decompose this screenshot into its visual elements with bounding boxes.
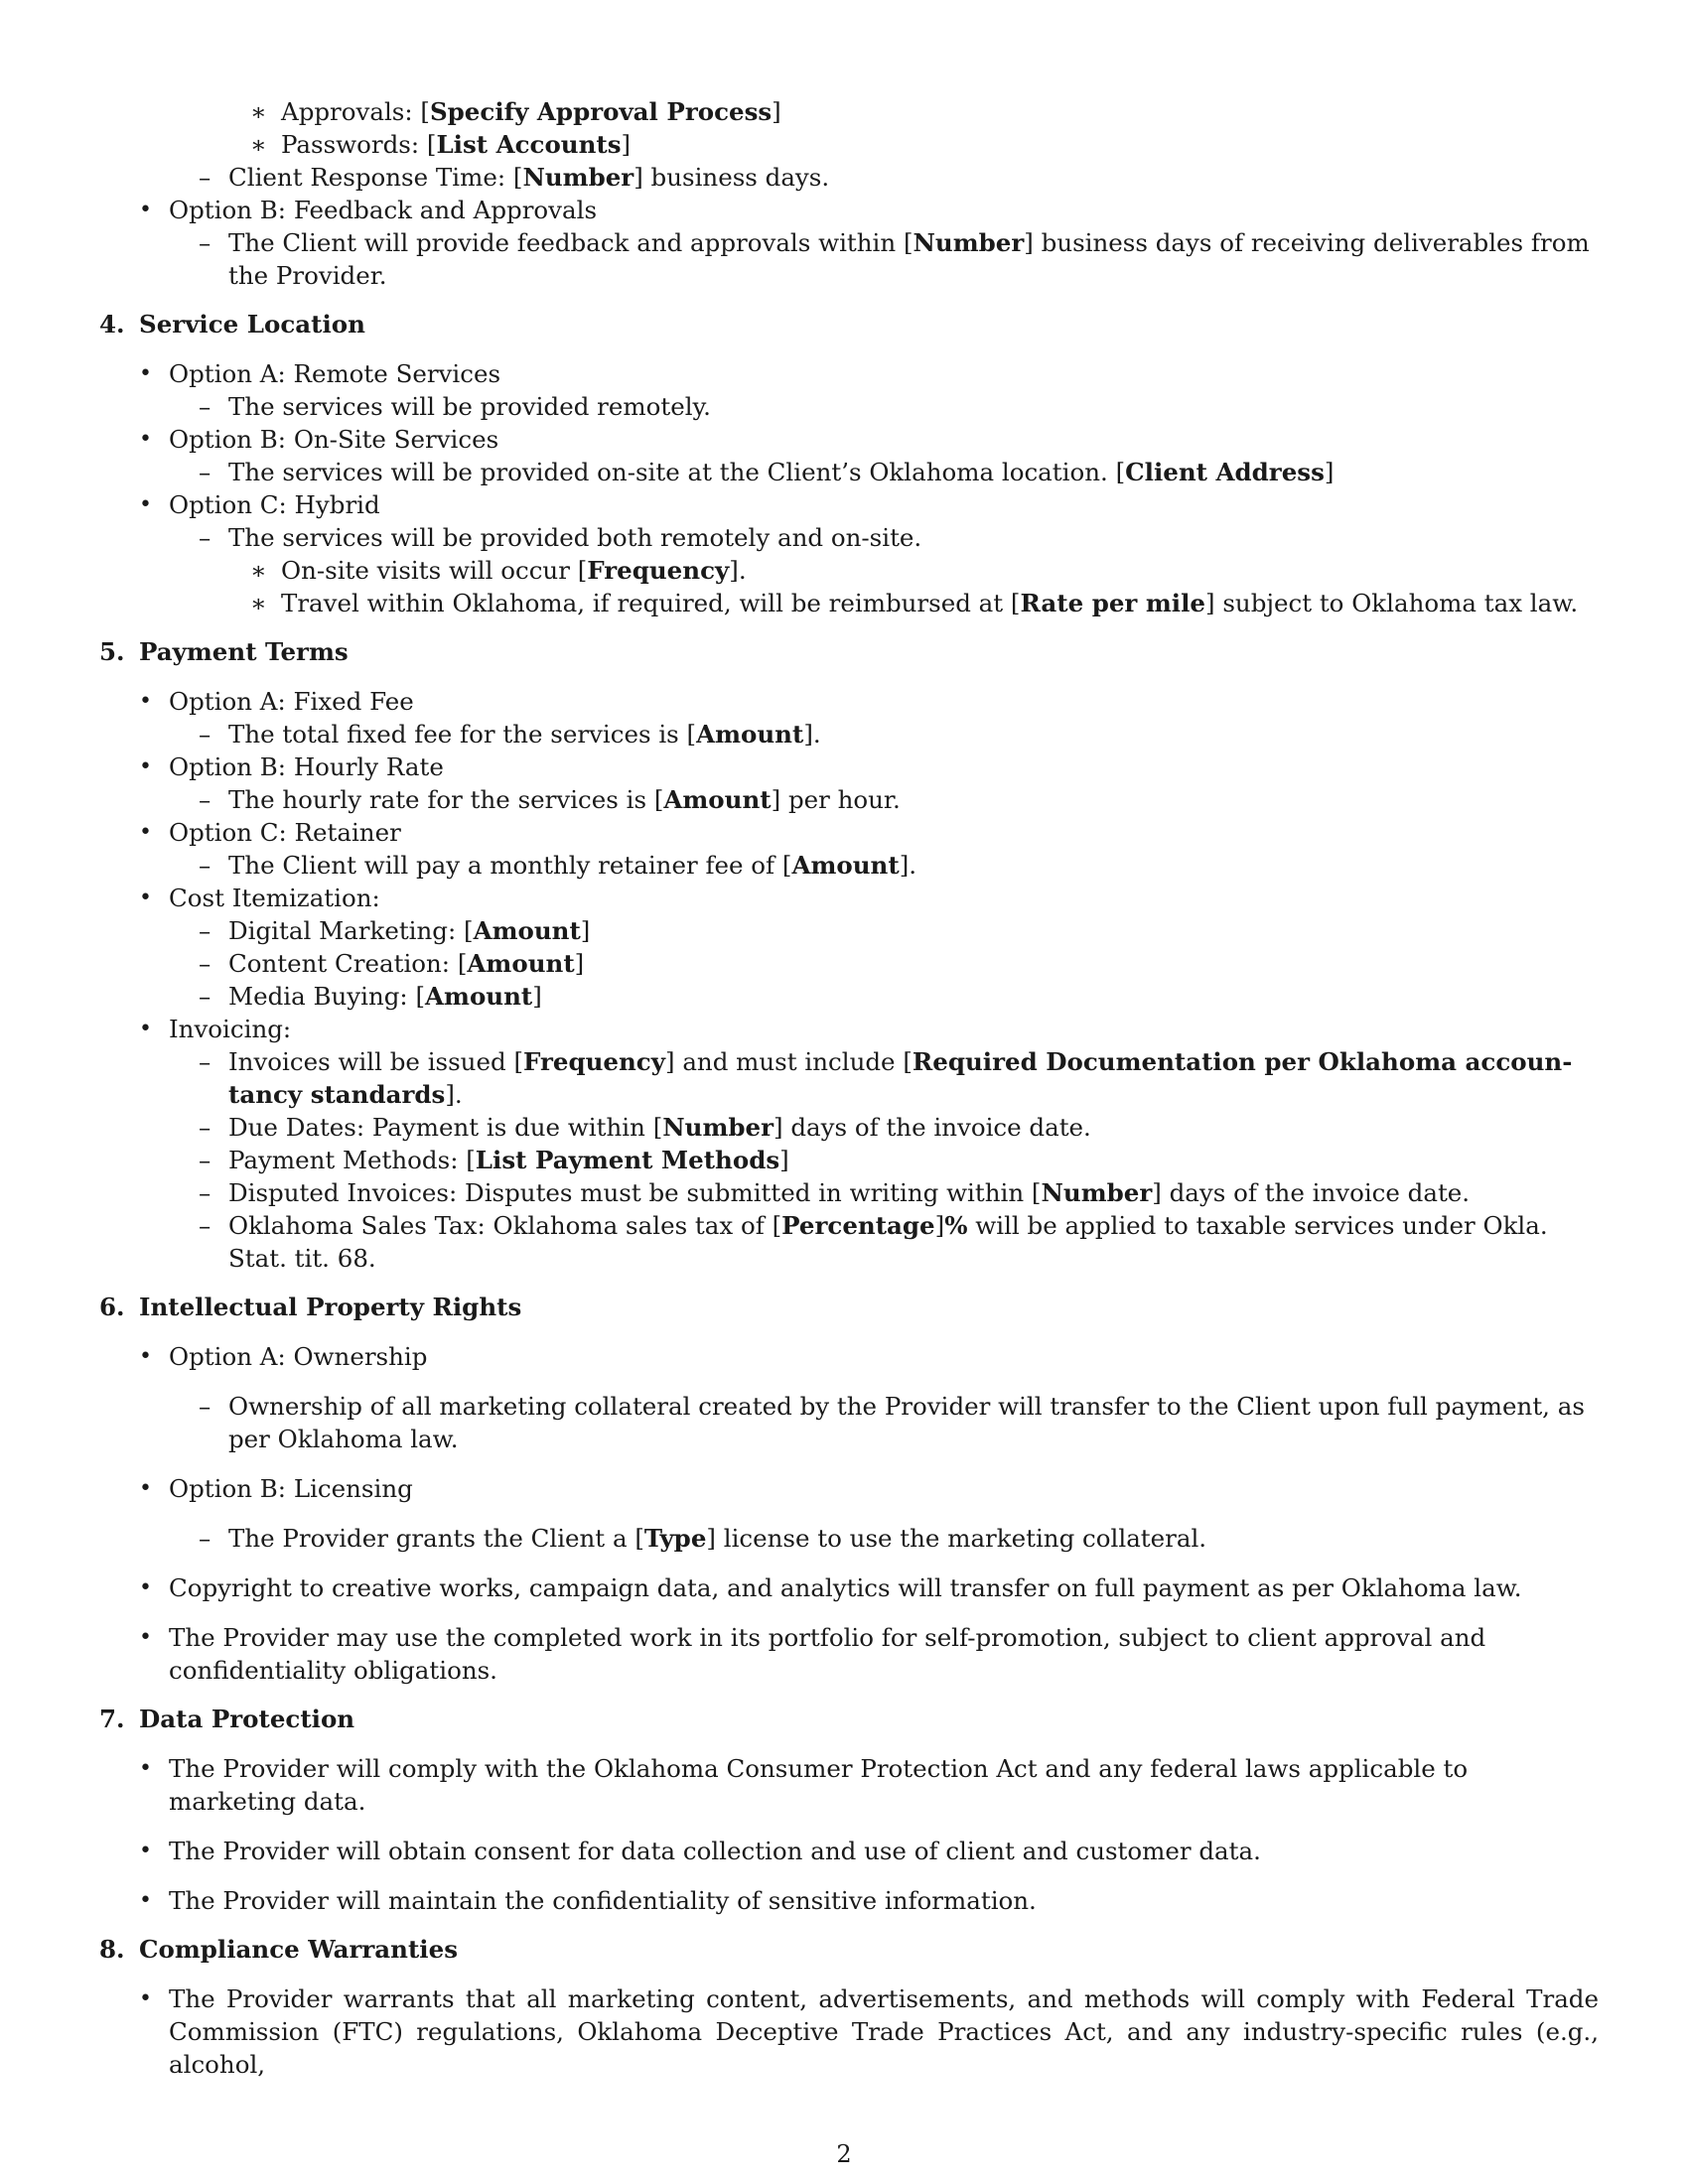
list-item: – The services will be provided remotely. [199, 392, 711, 421]
list-item: – The Client will provide feedback and approvals within [Number] business days of receiving deliverables from the Provider. [199, 228, 1590, 290]
list-item: • Option A: Ownership [139, 1342, 428, 1371]
document-page [99, 95, 1599, 2081]
list-item: – Invoices will be issued [Frequency] and must include [Required Documentation per Oklahoma accoun- tancy standards]. [199, 1047, 1573, 1109]
list-item: • Option B: Licensing [139, 1474, 413, 1503]
list-item: – Digital Marketing: [Amount] [199, 916, 591, 945]
list-item: – The hourly rate for the services is [Amount] per hour. [199, 785, 901, 814]
list-item: • Option A: Fixed Fee [139, 687, 414, 716]
list-item: – The Provider grants the Client a [Type] license to use the marketing collateral. [199, 1524, 1207, 1553]
list-item: • The Provider may use the completed work in its portfolio for self-promotion, subject to client approval and confidentiality obligations. [139, 1623, 1486, 1685]
section-heading: 7. Data Protection [99, 1705, 355, 1733]
list-item: – Content Creation: [Amount] [199, 949, 585, 978]
list-item: – The services will be provided both remotely and on-site. [199, 523, 922, 552]
list-item: – Payment Methods: [List Payment Methods] [199, 1146, 789, 1174]
list-item: – Client Response Time: [Number] business days. [199, 163, 830, 192]
section-heading: 8. Compliance Warranties [99, 1935, 459, 1964]
list-item: • Option B: Hourly Rate [139, 752, 444, 781]
list-item: – Disputed Invoices: Disputes must be submitted in writing within [Number] days of the invoice date. [199, 1178, 1471, 1207]
list-item: ∗ Travel within Oklahoma, if required, will be reimbursed at [Rate per mile] subject to Oklahoma tax law. [250, 589, 1579, 617]
list-item: ∗ On-site visits will occur [Frequency]. [250, 556, 747, 585]
list-item: • Copyright to creative works, campaign data, and analytics will transfer on full payment as per Oklahoma law. [139, 1573, 1522, 1602]
list-item: • Cost Itemization: [139, 884, 380, 912]
list-item: • Invoicing: [139, 1015, 292, 1043]
list-item: • Option C: Retainer [139, 818, 401, 847]
list-item: – The total fixed fee for the services is [Amount]. [199, 720, 821, 749]
list-item: – The Client will pay a monthly retainer fee of [Amount]. [199, 851, 917, 880]
section-heading: 5. Payment Terms [99, 637, 349, 666]
page-number: 2 [836, 2140, 852, 2168]
list-item: – Oklahoma Sales Tax: Oklahoma sales tax of [Percentage]% will be applied to taxable services under Okla. Stat. tit. 68. [199, 1211, 1548, 1273]
list-item: • The Provider warrants that all marketing content, advertisements, and methods will comply with Federal Trade Commission (FTC) regulations, Oklahoma Deceptive Trade Practices Act, and any industry-specific rules (e.g., alcohol, [139, 1984, 1599, 2079]
section-heading: 6. Intellectual Property Rights [99, 1293, 522, 1321]
list-item: • The Provider will maintain the confidentiality of sensitive information. [139, 1886, 1037, 1915]
list-item: – The services will be provided on-site at the Client’s Oklahoma location. [Client Address] [199, 458, 1335, 486]
list-item: – Media Buying: [Amount] [199, 982, 542, 1011]
list-item: • The Provider will comply with the Oklahoma Consumer Protection Act and any federal laws applicable to marketing data. [139, 1754, 1469, 1816]
list-item: • Option C: Hybrid [139, 490, 380, 519]
list-item: ∗ Passwords: [List Accounts] [250, 130, 632, 159]
list-item: • The Provider will obtain consent for data collection and use of client and customer data. [139, 1837, 1261, 1865]
list-item: – Due Dates: Payment is due within [Number] days of the invoice date. [199, 1113, 1091, 1142]
list-item: • Option A: Remote Services [139, 359, 501, 388]
list-item: • Option B: On-Site Services [139, 425, 499, 454]
section-heading: 4. Service Location [99, 310, 365, 339]
list-item: ∗ Approvals: [Specify Approval Process] [250, 97, 781, 126]
list-item: • Option B: Feedback and Approvals [139, 196, 598, 224]
list-item: – Ownership of all marketing collateral created by the Provider will transfer to the Client upon full payment, as per Oklahoma law. [199, 1392, 1585, 1453]
